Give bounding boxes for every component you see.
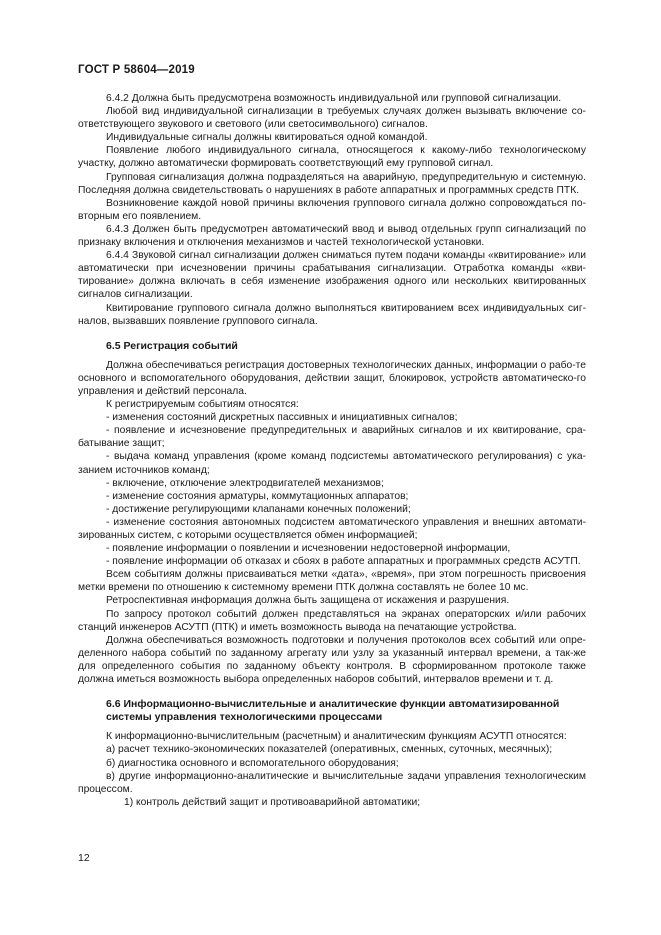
list-item-66-c: в) другие информационно-аналитические и вычислительные задачи управления технологическим процессом. — [78, 770, 586, 795]
list-item-65-2: - появление и исчезновение предупредительных и аварийных сигналов и их квитирование, сра-батывание защит; — [78, 425, 586, 450]
section-heading-65: 6.5 Регистрация событий — [106, 339, 238, 352]
paragraph-644-1: 6.4.4 Звуковой сигнал сигнализации должен сниматься путем подачи команды «квитирование» или автоматически при исчезновении причины срабатывания сигнализации. Отработка команды «кви-тирование» должна включать в себя изменение изображения одного или нескольких квитированных сигналов сигнализации. — [78, 250, 586, 301]
page-number: 12 — [78, 852, 90, 864]
paragraph-65-retrospective: Ретроспективная информация должна быть защищена от искажения и разрушения. — [106, 595, 510, 607]
paragraph-65-intro: Должна обеспечиваться регистрация достоверных технологических данных, информации о рабо-те основного и вспомогательного оборудования, действии защит, блокировок, устройств автоматическо-го управления и действий персонала. — [78, 359, 586, 397]
list-item-65-9: - появление информации об отказах и сбоях в работе аппаратных и программных средств АСУТП. — [106, 556, 581, 568]
section-heading-66: 6.6 Информационно-вычислительные и аналитические функции автоматизированной системы управления технологическими процессами — [106, 698, 560, 724]
list-item-65-1: - изменения состояний дискретных пассивных и инициативных сигналов; — [106, 412, 458, 424]
list-item-65-8: - появление информации о появлении и исчезновении недостоверной информации, — [106, 543, 511, 555]
page-body — [78, 92, 586, 809]
list-item-65-3: - выдача команд управления (кроме команд подсистемы автоматического регулирования) с ука-занием источников команд; — [78, 451, 586, 476]
sub-list-item-66-1: 1) контроль действий защит и противоаварийной автоматики; — [124, 796, 421, 808]
paragraph-65-list-intro: К регистрируемым событиям относятся: — [106, 399, 299, 411]
paragraph-644-2: Квитирование группового сигнала должно выполняться квитированием всех индивидуальных сиг-налов, вызвавших появление группового сигнала. — [78, 302, 586, 327]
paragraph-66-intro: К информационно-вычислительным (расчетным) и аналитическим функциям АСУТП относятся: — [106, 731, 567, 743]
paragraph-642-2: Любой вид индивидуальной сигнализации в требуемых случаях должен вызывать включение со-ответствующего звукового и светового (или светосимвольного) сигналов. — [78, 106, 586, 131]
list-item-65-7: - изменение состояния автономных подсистем автоматического управления и внешних автомати-зированных систем, с которыми осуществляется обмен информацией; — [78, 516, 586, 541]
paragraph-642-1: 6.4.2 Должна быть предусмотрена возможность индивидуальной или групповой сигнализации. — [106, 93, 562, 104]
paragraph-65-protocols: Должна обеспечиваться возможность подготовки и получения протоколов всех событий или опре-деленного набора событий по заданному агрегату или узлу за указанный интервал времени, а так-же для определенного события по заданному объекту контроля. В сформированном протоколе также должна иметься возможность выбора определенных наборов событий, интервалов времени и т. д. — [78, 634, 586, 686]
paragraph-642-4: Появление любого индивидуального сигнала, относящегося к какому-либо технологическому участку, должно автоматически формировать соответствующий ему групповой сигнал. — [78, 145, 586, 170]
paragraph-642-5: Групповая сигнализация должна подразделяться на аварийную, предупредительную и системную. Последняя должна свидетельствовать о нарушениях в работе аппаратных и программных средств ПТК. — [78, 171, 586, 196]
paragraph-642-6: Возникновение каждой новой причины включения группового сигнала должно сопровождаться по-вторным его появлением. — [78, 197, 586, 222]
paragraph-65-request: По запросу протокол событий должен представляться на экранах операторских и/или рабочих станций инженеров АСУТП (ПТК) и иметь возможность вывода на печатающие устройства. — [78, 608, 586, 633]
paragraph-642-3: Индивидуальные сигналы должны квитироваться одной командой. — [106, 132, 428, 144]
list-item-66-b: б) диагностика основного и вспомогательного оборудования; — [106, 757, 399, 769]
document-standard-header: ГОСТ Р 58604—2019 — [78, 64, 195, 76]
list-item-65-5: - изменение состояния арматуры, коммутационных аппаратов; — [106, 490, 409, 502]
paragraph-643: 6.4.3 Должен быть предусмотрен автоматический ввод и вывод отдельных групп сигнализаций по признаку включения и отключения механизмов и частей технологической установки. — [78, 223, 586, 249]
list-item-65-6: - достижение регулирующими клапанами конечных положений; — [106, 503, 411, 515]
list-item-66-a: а) расчет технико-экономических показателей (оперативных, сменных, суточных, месячных); — [106, 744, 553, 756]
list-item-65-4: - включение, отключение электродвигателей механизмов; — [106, 477, 384, 489]
paragraph-65-timestamps: Всем событиям должны присваиваться метки «дата», «время», при этом погрешность присвоения метки времени по отношению к системному времени ПТК должна составлять не более 10 мс. — [78, 569, 586, 594]
